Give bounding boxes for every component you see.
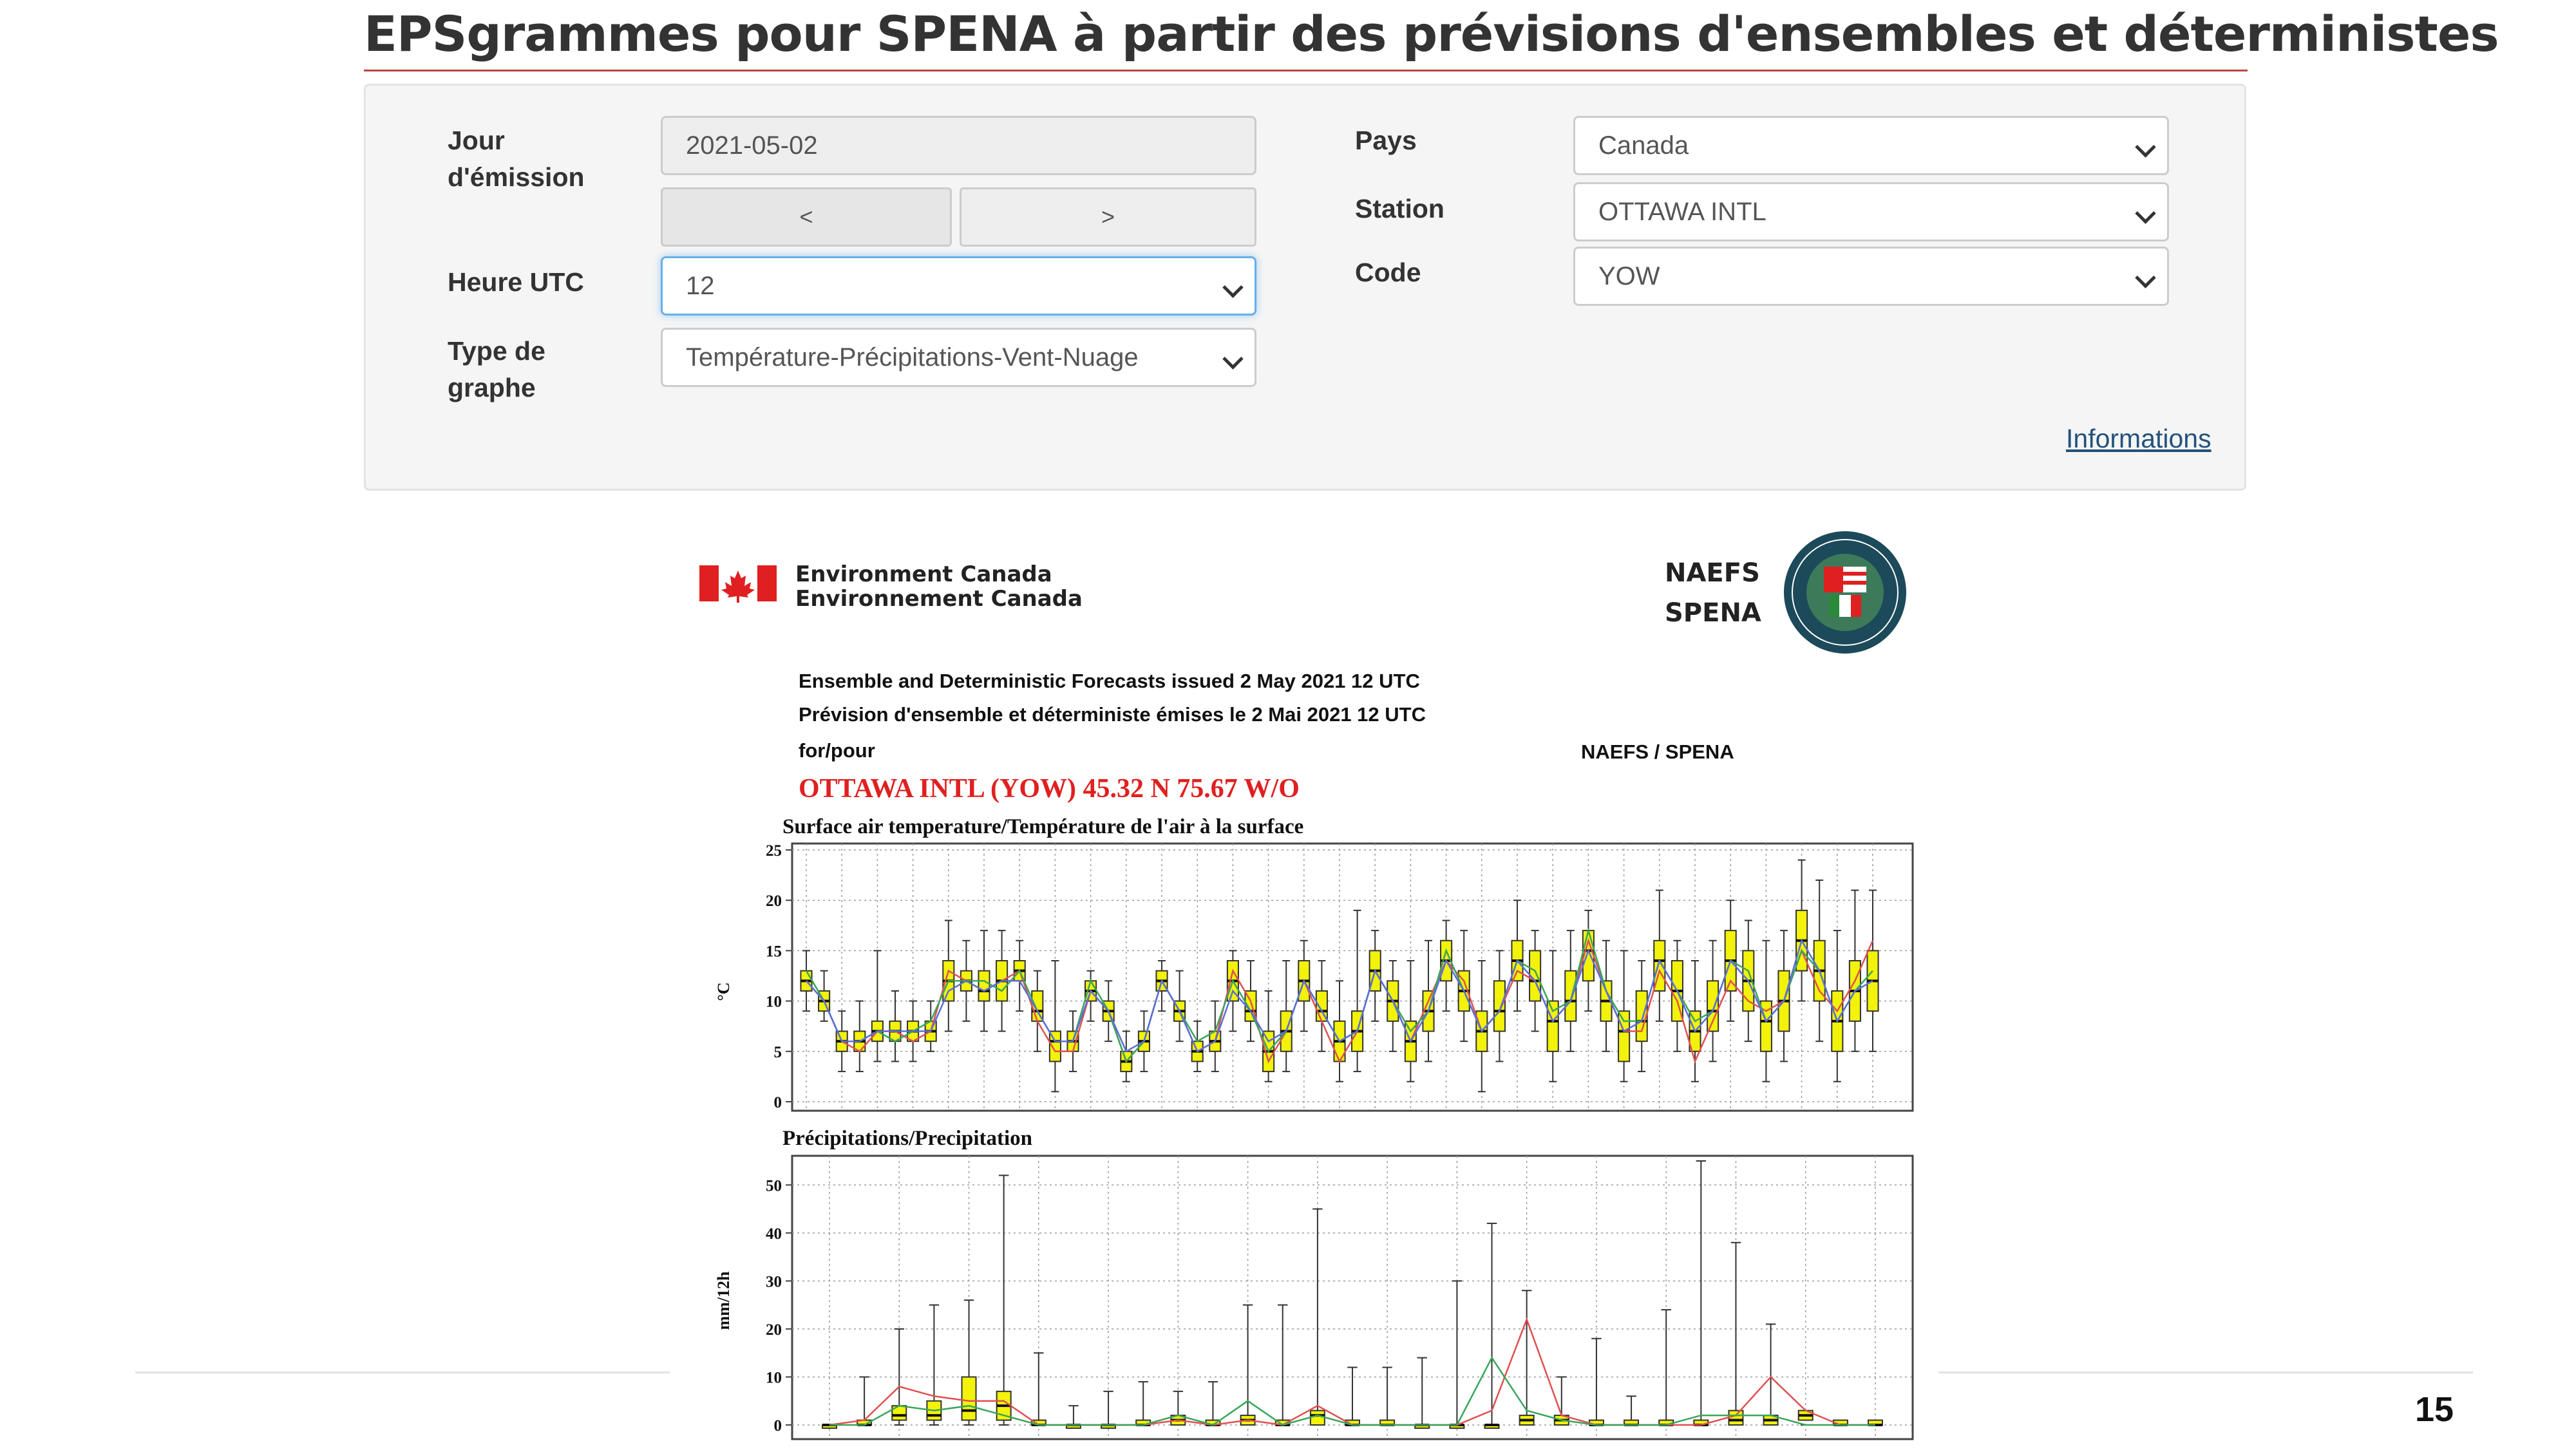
epsgram-chart bbox=[696, 528, 1919, 1449]
country-select-value: Canada bbox=[1598, 131, 1689, 160]
issued-fr: Prévision d'ensemble et déterministe émises le 2 Mai 2021 12 UTC bbox=[799, 703, 1426, 726]
station-select-value: OTTAWA INTL bbox=[1598, 198, 1766, 226]
agency-name-en: Environment Canada bbox=[795, 561, 1052, 587]
precipitation-ytick-label: 10 bbox=[766, 1369, 782, 1387]
temperature-ytick-label: 15 bbox=[766, 943, 782, 961]
precipitation-panel-title: Précipitations/Precipitation bbox=[782, 1127, 1032, 1150]
temperature-box bbox=[1494, 981, 1505, 1031]
epsgram-image bbox=[696, 528, 1919, 1449]
prev-day-button[interactable]: < bbox=[661, 187, 952, 247]
issued-en: Ensemble and Deterministic Forecasts issued 2 May 2021 12 UTC bbox=[799, 670, 1420, 692]
precipitation-ytick-label: 20 bbox=[766, 1321, 782, 1339]
chevron-down-icon bbox=[1222, 348, 1244, 370]
spena-label: SPENA bbox=[1665, 598, 1761, 628]
country-select[interactable] bbox=[1573, 116, 2169, 175]
temperature-ytick-label: 20 bbox=[766, 892, 782, 910]
footer-rule-left bbox=[135, 1372, 670, 1373]
canada-flag-icon bbox=[699, 565, 777, 603]
precipitation-ytick-label: 50 bbox=[766, 1177, 782, 1195]
temperature-box bbox=[1618, 1011, 1629, 1061]
precipitation-box bbox=[962, 1377, 976, 1420]
precipitation-ylabel: mm/12h bbox=[714, 1271, 733, 1330]
precipitation-ytick-label: 30 bbox=[766, 1273, 782, 1291]
temperature-panel-title: Surface air temperature/Température de l'air à la surface bbox=[782, 815, 1304, 838]
code-label: Code bbox=[1355, 258, 1421, 287]
graph-type-select[interactable] bbox=[661, 328, 1256, 387]
chevron-down-icon bbox=[2135, 137, 2156, 158]
precipitation-ytick-label: 40 bbox=[766, 1225, 782, 1243]
title-rule bbox=[364, 70, 2248, 71]
temperature-ytick-label: 0 bbox=[773, 1094, 782, 1111]
temperature-ytick-label: 10 bbox=[766, 993, 782, 1011]
next-day-button[interactable]: > bbox=[960, 187, 1256, 247]
chevron-down-icon bbox=[2135, 203, 2156, 224]
hour-select-value: 12 bbox=[686, 272, 715, 300]
footer-rule-right bbox=[1938, 1372, 2473, 1373]
precipitation-box bbox=[1728, 1411, 1743, 1425]
station-select[interactable] bbox=[1573, 182, 2169, 241]
graph-type-label: Type de graphe bbox=[448, 336, 545, 402]
country-label: Pays bbox=[1355, 126, 1417, 155]
hour-label: Heure UTC bbox=[448, 267, 584, 297]
station-coordinates: OTTAWA INTL (YOW) 45.32 N 75.67 W/O bbox=[799, 774, 1300, 804]
temperature-ytick-label: 5 bbox=[773, 1043, 782, 1061]
temperature-box bbox=[1707, 981, 1718, 1031]
issue-day-label: Jour d'émission bbox=[448, 126, 585, 192]
form-panel bbox=[364, 84, 2246, 491]
chevron-down-icon bbox=[1222, 277, 1244, 298]
agency-name-fr: Environnement Canada bbox=[795, 586, 1083, 612]
for-pour-label: for/pour bbox=[799, 739, 875, 762]
hour-select[interactable] bbox=[661, 256, 1256, 316]
temperature-ylabel: °C bbox=[714, 982, 733, 1001]
page-number: 15 bbox=[2415, 1390, 2454, 1429]
precipitation-ytick-label: 0 bbox=[773, 1417, 782, 1435]
naefs-label: NAEFS bbox=[1665, 558, 1760, 588]
precipitation-plot bbox=[766, 1156, 1913, 1439]
temperature-box bbox=[1565, 971, 1576, 1021]
naefs-spena-label: NAEFS / SPENA bbox=[1581, 740, 1734, 763]
precipitation-box bbox=[1311, 1411, 1325, 1425]
naefs-seal-icon bbox=[1784, 531, 1906, 654]
informations-link[interactable]: Informations bbox=[2066, 424, 2211, 453]
page-title: EPSgrammes pour SPENA à partir des prévisions d'ensembles et déterministes bbox=[364, 5, 2499, 62]
graph-type-select-value: Température-Précipitations-Vent-Nuage bbox=[686, 343, 1139, 372]
chevron-down-icon bbox=[2135, 267, 2156, 288]
code-select-value: YOW bbox=[1598, 262, 1660, 290]
issue-day-input[interactable]: 2021-05-02 bbox=[661, 116, 1256, 175]
code-select[interactable] bbox=[1573, 247, 2169, 306]
temperature-plot bbox=[766, 842, 1913, 1111]
temperature-ytick-label: 25 bbox=[766, 842, 782, 860]
temperature-box bbox=[978, 971, 989, 1001]
station-label: Station bbox=[1355, 194, 1444, 223]
